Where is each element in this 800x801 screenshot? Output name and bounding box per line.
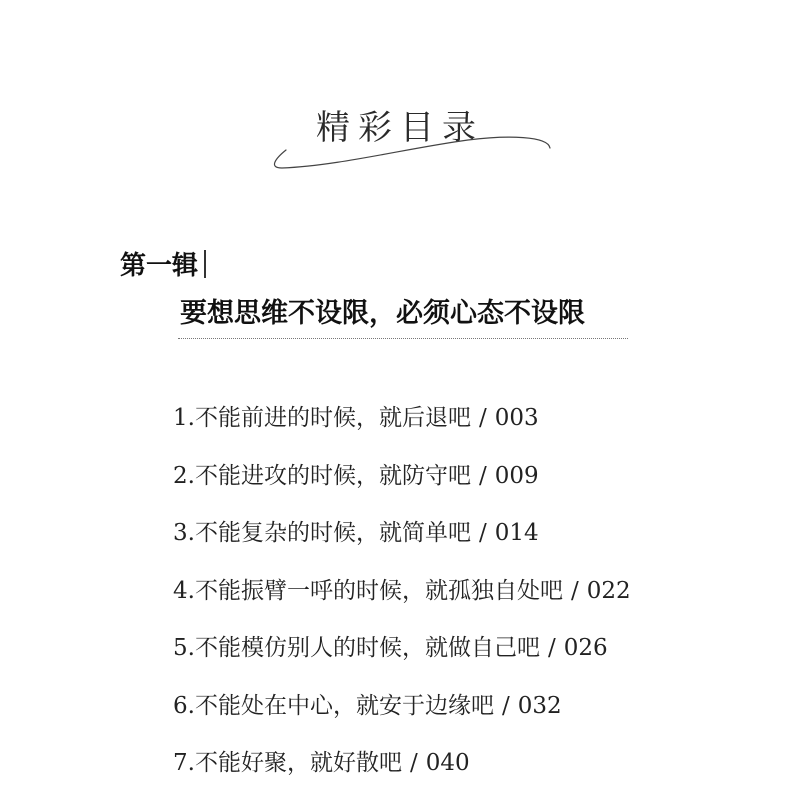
section-dotted-rule: [178, 338, 628, 339]
section-subtitle: 要想思维不设限，必须心态不设限: [180, 298, 585, 329]
toc-item-separator: /: [570, 577, 579, 604]
toc-item-separator: /: [478, 405, 487, 431]
toc-item-page: 009: [494, 462, 539, 489]
toc-item[interactable]: [173, 398, 631, 456]
toc-item-title: 3.不能复杂的时候，就简单吧: [173, 520, 471, 546]
toc-item-title: 7.不能好聚，就好散吧: [173, 750, 402, 776]
toc-item-page: 014: [494, 520, 539, 546]
toc-item-title: 1.不能前进的时候，就后退吧: [173, 405, 471, 431]
toc-item[interactable]: [173, 743, 631, 801]
toc-item-title: 6.不能处在中心，就安于边缘吧: [173, 692, 494, 719]
section-label-bar: [204, 250, 206, 278]
toc-item-title: 5.不能模仿别人的时候，就做自己吧: [173, 635, 540, 661]
toc-item[interactable]: [173, 513, 631, 571]
toc-item-page: 026: [563, 635, 608, 661]
toc-item[interactable]: [173, 571, 631, 629]
toc-item-separator: /: [478, 462, 487, 489]
toc-item-page: 032: [517, 692, 562, 719]
toc-item[interactable]: [173, 628, 631, 686]
toc-item-page: 022: [586, 577, 631, 604]
toc-item-separator: /: [409, 750, 418, 776]
title-underline-swoosh: [268, 128, 558, 178]
toc-item-title: 4.不能振臂一呼的时候，就孤独自处吧: [173, 577, 563, 604]
toc-item[interactable]: [173, 686, 631, 744]
toc-item-page: 040: [425, 750, 470, 776]
section-label-text: 第一辑: [120, 251, 199, 281]
toc-item-page: 003: [494, 405, 539, 431]
toc-list: [173, 398, 631, 801]
page-title: 精彩目录: [316, 108, 484, 148]
toc-item-title: 2.不能进攻的时候，就防守吧: [173, 462, 471, 489]
toc-item[interactable]: [173, 456, 631, 514]
toc-item-separator: /: [547, 635, 556, 661]
toc-item-separator: /: [478, 520, 487, 546]
section-label: [120, 248, 206, 284]
toc-item-separator: /: [501, 692, 510, 719]
